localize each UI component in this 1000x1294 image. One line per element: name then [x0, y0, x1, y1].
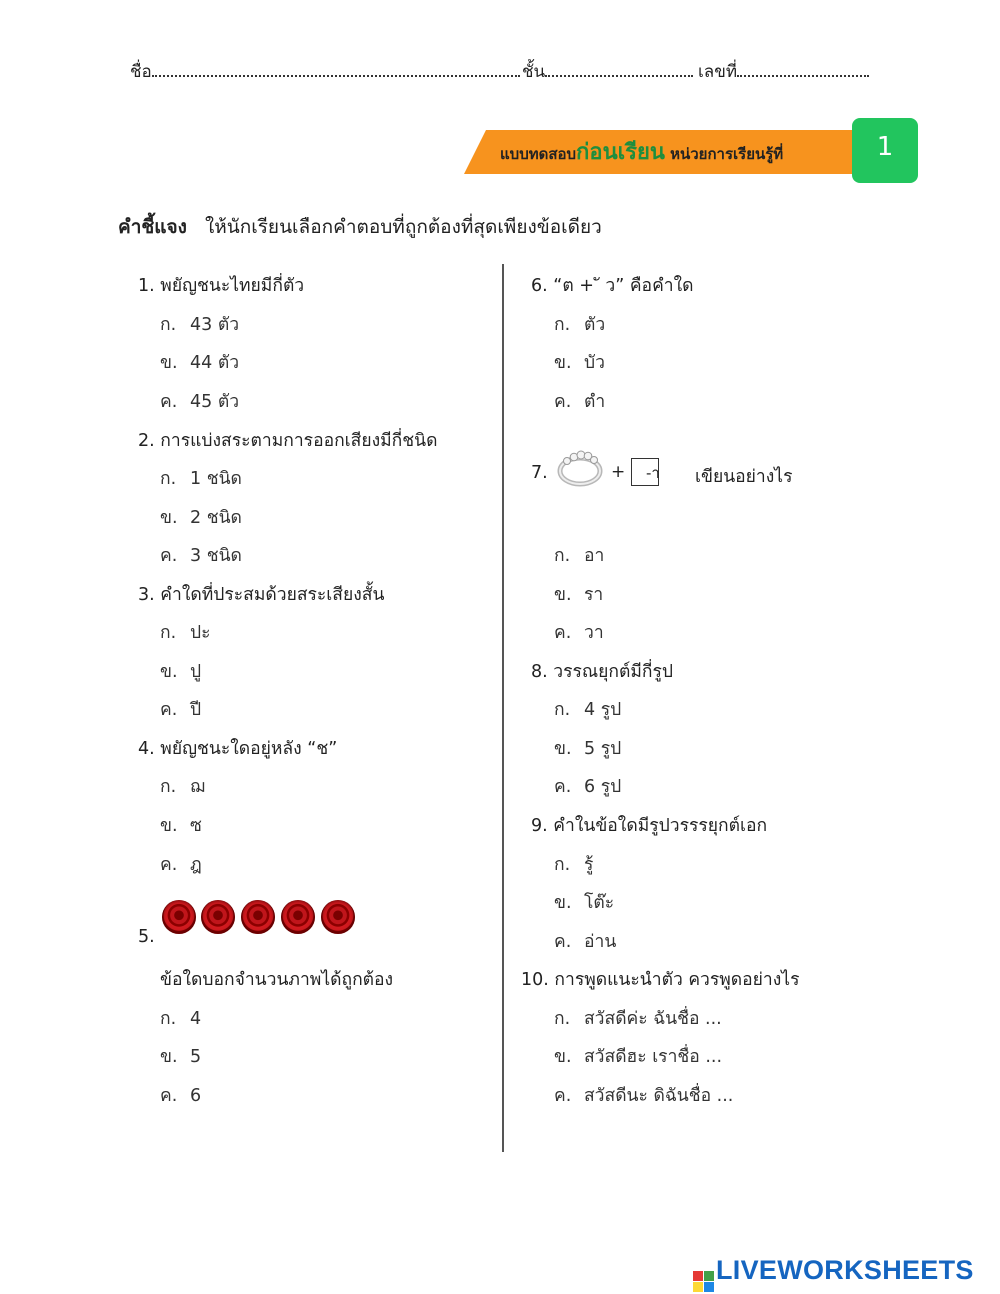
ring-icon	[555, 444, 605, 488]
banner-highlight: ก่อนเรียน	[576, 140, 665, 165]
q6-option-a[interactable]: ก. ตัว	[554, 315, 606, 335]
q2-option-c[interactable]: ค. 3 ชนิด	[160, 546, 242, 566]
q8-option-c[interactable]: ค. 6 รูป	[554, 777, 622, 797]
number-blank[interactable]	[737, 61, 869, 77]
plus-sign: +	[611, 462, 626, 482]
question-7: เขียนอย่างไร	[695, 467, 793, 487]
q7-option-c[interactable]: ค. วา	[554, 623, 604, 643]
name-label: ชื่อ	[130, 62, 152, 82]
question-10: 10. การพูดแนะนำตัว ควรพูดอย่างไร	[521, 970, 800, 990]
class-label: ชั้น	[522, 62, 546, 82]
instructions-title: คำชี้แจง	[118, 216, 187, 238]
rose-icon	[201, 900, 235, 934]
q10-option-c[interactable]: ค. สวัสดีนะ ดิฉันชื่อ ...	[554, 1086, 734, 1106]
number-label: เลขที่	[698, 62, 738, 82]
question-8: 8. วรรณยุกต์มีกี่รูป	[531, 662, 673, 682]
question-5-number: 5.	[138, 927, 155, 947]
q4-option-a[interactable]: ก. ฌ	[160, 777, 205, 797]
q6-option-b[interactable]: ข. บัว	[554, 353, 605, 373]
question-2: 2. การแบ่งสระตามการออกเสียงมีกี่ชนิด	[138, 431, 438, 451]
q7-option-b[interactable]: ข. รา	[554, 585, 604, 605]
q5-option-b[interactable]: ข. 5	[160, 1047, 202, 1067]
question-1: 1. พยัญชนะไทยมีกี่ตัว	[138, 276, 305, 296]
q9-option-a[interactable]: ก. รู้	[554, 855, 594, 875]
q9-option-b[interactable]: ข. โต๊ะ	[554, 893, 615, 913]
q3-option-c[interactable]: ค. ปี	[160, 700, 202, 720]
question-6: 6. “ต + ั ว” คือคำใด	[531, 276, 694, 296]
q3-option-b[interactable]: ข. ปู	[160, 662, 202, 682]
q10-option-b[interactable]: ข. สวัสดีฮะ เราชื่อ ...	[554, 1047, 723, 1067]
q7-option-a[interactable]: ก. อา	[554, 546, 605, 566]
q1-option-b[interactable]: ข. 44 ตัว	[160, 353, 240, 373]
rose-icon	[321, 900, 355, 934]
logo-icon	[693, 1271, 714, 1292]
question-4: 4. พยัญชนะใดอยู่หลัง “ช”	[138, 739, 338, 759]
q4-option-b[interactable]: ข. ซ	[160, 816, 202, 836]
q1-option-c[interactable]: ค. 45 ตัว	[160, 392, 240, 412]
q2-option-b[interactable]: ข. 2 ชนิด	[160, 508, 242, 528]
banner-prefix: แบบทดสอบ	[500, 145, 577, 163]
unit-number-badge: 1	[852, 118, 918, 183]
rose-icon	[241, 900, 275, 934]
question-9: 9. คำในข้อใดมีรูปวรรรยุกต์เอก	[531, 816, 768, 836]
q8-option-a[interactable]: ก. 4 รูป	[554, 700, 622, 720]
column-divider	[502, 264, 504, 1152]
q1-option-a[interactable]: ก. 43 ตัว	[160, 315, 240, 335]
instructions-text: ให้นักเรียนเลือกคำตอบที่ถูกต้องที่สุดเพียงข้อเดียว	[204, 216, 602, 238]
q10-option-a[interactable]: ก. สวัสดีค่ะ ฉันชื่อ ...	[554, 1009, 722, 1029]
logo-text: LIVEWORKSHEETS	[716, 1255, 974, 1285]
name-field[interactable]	[130, 58, 520, 85]
q5-option-a[interactable]: ก. 4	[160, 1009, 202, 1029]
liveworksheets-logo[interactable]	[693, 1255, 974, 1292]
q4-option-c[interactable]: ค. ฎ	[160, 855, 202, 875]
banner-suffix: หน่วยการเรียนรู้ที่	[670, 145, 784, 163]
q8-option-b[interactable]: ข. 5 รูป	[554, 739, 622, 759]
class-field[interactable]	[522, 58, 693, 85]
question-3: 3. คำใดที่ประสมด้วยสระเสียงสั้น	[138, 585, 385, 605]
q3-option-a[interactable]: ก. ปะ	[160, 623, 211, 643]
rose-icon	[281, 900, 315, 934]
number-field[interactable]	[698, 58, 869, 85]
q9-option-c[interactable]: ค. อ่าน	[554, 932, 617, 952]
instructions	[118, 212, 602, 242]
q6-option-c[interactable]: ค. ตำ	[554, 392, 606, 412]
name-blank[interactable]	[152, 61, 520, 77]
class-blank[interactable]	[545, 61, 693, 77]
question-7-number: 7.	[531, 463, 548, 483]
vowel-mark: -า	[646, 464, 660, 482]
question-5: ข้อใดบอกจำนวนภาพได้ถูกต้อง	[160, 970, 394, 990]
q5-option-c[interactable]: ค. 6	[160, 1086, 202, 1106]
banner-text	[500, 134, 783, 169]
rose-icon	[162, 900, 196, 934]
q2-option-a[interactable]: ก. 1 ชนิด	[160, 469, 242, 489]
